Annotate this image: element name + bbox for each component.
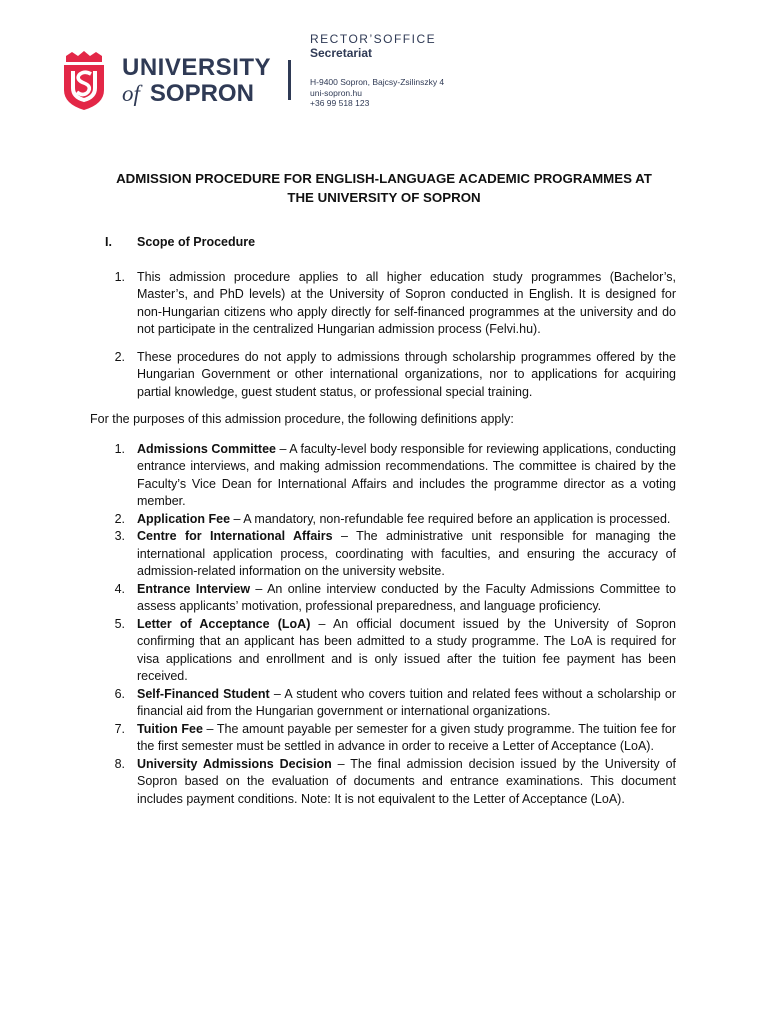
definition-item	[90, 511, 676, 529]
brand-line1: UNIVERSITY	[122, 54, 272, 81]
definition-term: Self-Financed Student	[137, 686, 270, 701]
definition-number: 3.	[114, 529, 125, 543]
definition-body	[137, 721, 676, 756]
office-contact	[310, 77, 444, 109]
document-title	[90, 169, 678, 207]
definition-item	[90, 441, 676, 511]
definition-item	[90, 528, 676, 581]
section-title: Scope of Procedure	[137, 235, 256, 249]
university-wordmark	[122, 55, 271, 107]
letterhead-divider	[288, 60, 291, 100]
office-subtitle: Secretariat	[310, 46, 373, 60]
definitions-intro: For the purposes of this admission procedure, the following definitions apply:	[90, 412, 514, 426]
office-website: uni-sopron.hu	[310, 87, 362, 98]
office-block	[310, 32, 444, 109]
letterhead	[0, 0, 768, 130]
definition-number: 6.	[114, 686, 125, 701]
definition-text: – A student who covers tuition and related fees without a scholarship or financial aid from the Hungarian government or international organizations.	[137, 686, 676, 718]
definition-body	[137, 686, 676, 721]
scope-item-number: 1.	[114, 269, 125, 284]
definition-item	[90, 721, 676, 756]
scope-item	[90, 269, 676, 339]
definition-number: 8.	[114, 756, 125, 771]
definition-term: Centre for International Affairs	[137, 529, 333, 543]
definitions-list	[90, 441, 676, 809]
definition-number: 1.	[114, 441, 125, 456]
definition-number: 2.	[114, 511, 125, 526]
definition-item	[90, 686, 676, 721]
scope-item	[90, 349, 676, 402]
brand-of: of	[122, 81, 140, 106]
definition-term: Letter of Acceptance (LoA)	[137, 616, 311, 631]
definition-text: – An online interview conducted by the Faculty Admissions Committee to assess applicants’ motivation, professional preparedness, and language proficiency.	[137, 581, 676, 613]
definition-text: – The final admission decision issued by the University of Sopron based on the evaluation of documents and entrance examinations. This document includes payment conditions. Note: It is not equivalent to the Letter of Acceptance (LoA).	[137, 756, 676, 806]
definition-term: Application Fee	[137, 511, 231, 526]
definition-term: Entrance Interview	[137, 581, 251, 596]
brand-line2	[122, 81, 271, 107]
definition-number: 7.	[114, 721, 125, 736]
office-title: RECTOR’SOFFICE	[310, 32, 437, 46]
definition-number: 5.	[114, 616, 125, 631]
definition-number: 4.	[114, 581, 125, 596]
definition-term: University Admissions Decision	[137, 756, 332, 771]
section-number: I.	[105, 235, 112, 249]
definition-text: – A mandatory, non-refundable fee required before an application is processed.	[230, 511, 671, 526]
scope-item-text: This admission procedure applies to all higher education study programmes (Bachelor’s, Master’s, and PhD levels) at the University of Sopron conducted in English. It is designed for non-Hungarian citizens who apply directly for self-financed programmes at the university and do not participate in the centralized Hungarian admission process (Felvi.hu).	[137, 269, 676, 336]
definition-body	[137, 616, 676, 686]
title-line2: THE UNIVERSITY OF SOPRON	[287, 190, 481, 205]
office-address: H-9400 Sopron, Bajcsy-Zsilinszky 4	[310, 77, 445, 87]
office-phone: +36 99 518 123	[310, 98, 370, 108]
scope-item-text: These procedures do not apply to admissions through scholarship programmes offered by the Hungarian Government or other international organizations, nor to applications for acquiring partial knowledge, guest student status, or professional special training.	[137, 349, 676, 399]
scope-list	[90, 269, 676, 402]
definition-text: – The administrative unit responsible for managing the international application process, coordinating with faculties, and ensuring the accuracy of admission-related information on the university website.	[137, 529, 676, 578]
brand-sopron: SOPRON	[149, 80, 254, 107]
university-shield-logo-icon	[62, 50, 106, 112]
definition-item	[90, 581, 676, 616]
definition-term: Tuition Fee	[137, 721, 203, 736]
definition-term: Admissions Committee	[137, 441, 276, 456]
document-body	[90, 234, 676, 808]
section-heading	[90, 234, 676, 252]
scope-item-number: 2.	[114, 349, 125, 364]
definition-text: – The amount payable per semester for a given study programme. The tuition fee for the first semester must be settled in advance in order to receive a Letter of Acceptance (LoA).	[137, 721, 676, 753]
definition-text: – An official document issued by the University of Sopron confirming that an applicant has been admitted to a study programme. The LoA is required for visa applications and enrollment and is only issued after the tuition fee payment has been received.	[137, 616, 676, 683]
definition-body	[137, 441, 676, 511]
definition-body	[137, 756, 676, 809]
definition-body	[137, 581, 676, 616]
definition-item	[90, 616, 676, 686]
definition-text: – A faculty-level body responsible for reviewing applications, conducting entrance interviews, and making admission recommendations. The committee is chaired by the Faculty’s Vice Dean for International Affairs and includes the programme director as a voting member.	[137, 441, 676, 508]
definition-body	[137, 511, 676, 529]
definition-item	[90, 756, 676, 809]
title-line1: ADMISSION PROCEDURE FOR ENGLISH-LANGUAGE ACADEMIC PROGRAMMES AT	[116, 171, 652, 186]
definition-body	[137, 528, 676, 581]
